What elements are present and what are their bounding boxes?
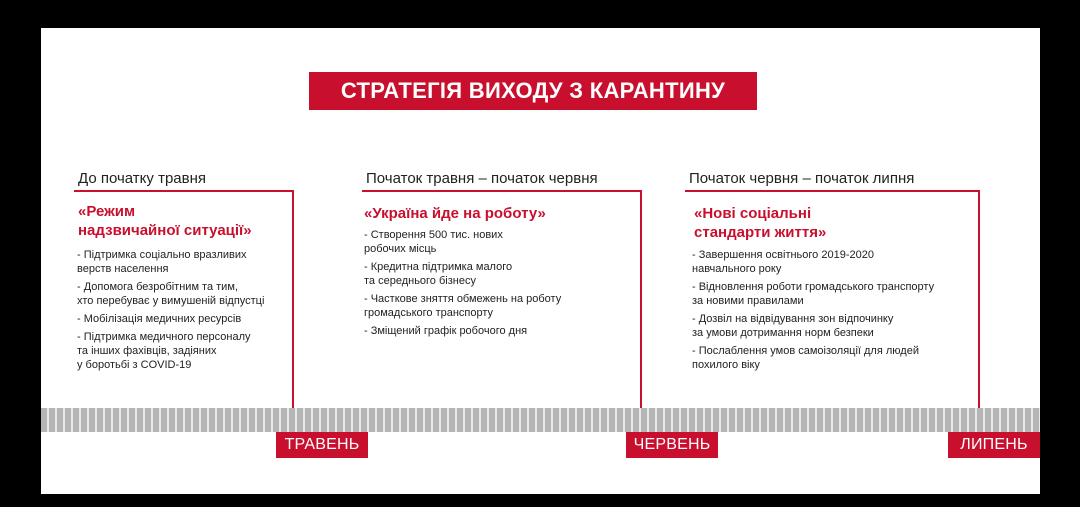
slide [41, 28, 1040, 494]
connector-line-2 [640, 190, 642, 432]
list-item: - Відновлення роботи громадського транспорту за новими правилами [692, 281, 935, 307]
connector-line-1 [292, 190, 294, 432]
measures-list-3 [692, 248, 934, 376]
period-heading-2: Початок травня – початок червня [366, 170, 598, 187]
connector-line-3 [978, 190, 980, 432]
list-item: - Послаблення умов самоізоляції для людей похилого віку [692, 345, 919, 371]
phase-title-2 [364, 204, 546, 223]
list-item: - Кредитна підтримка малого та середнього бізнесу [364, 261, 513, 287]
list-item: - Мобілізація медичних ресурсів [77, 313, 242, 325]
phase-title-line: стандарти життя» [694, 224, 827, 241]
list-item: - Завершення освітнього 2019-2020 навчального року [692, 249, 874, 275]
phase-title-line: «Україна йде на роботу» [364, 205, 546, 222]
list-item: - Часткове зняття обмежень на роботу громадського транспорту [364, 293, 562, 319]
list-item: - Підтримка соціально вразливих верств населення [77, 249, 247, 275]
month-label-july: ЛИПЕНЬ [948, 432, 1040, 458]
measures-list-1 [77, 248, 264, 376]
month-label-may: ТРАВЕНЬ [276, 432, 368, 458]
period-heading-3: Початок червня – початок липня [689, 170, 915, 187]
list-item: - Підтримка медичного персоналу та інших фахівців, задіяних у боротьбі з COVID-19 [77, 331, 251, 371]
list-item: - Створення 500 тис. нових робочих місць [364, 229, 503, 255]
timeline-bar [41, 408, 1040, 432]
column-underline-1 [74, 190, 293, 192]
phase-title-3 [694, 204, 826, 242]
column-underline-2 [362, 190, 641, 192]
period-heading-1: До початку травня [78, 170, 206, 187]
column-underline-3 [685, 190, 979, 192]
phase-title-1 [78, 202, 252, 240]
phase-title-line: надзвичайної ситуації» [78, 222, 252, 239]
month-label-june: ЧЕРВЕНЬ [626, 432, 718, 458]
phase-title-line: «Нові соціальні [694, 205, 812, 222]
measures-list-2 [364, 228, 561, 342]
slide-title: СТРАТЕГІЯ ВИХОДУ З КАРАНТИНУ [309, 72, 757, 110]
phase-title-line: «Режим [78, 203, 136, 220]
list-item: - Зміщений графік робочого дня [364, 325, 528, 337]
list-item: - Допомога безробітним та тим, хто перебуває у вимушеній відпустці [77, 281, 265, 307]
list-item: - Дозвіл на відвідування зон відпочинку за умови дотримання норм безпеки [692, 313, 894, 339]
